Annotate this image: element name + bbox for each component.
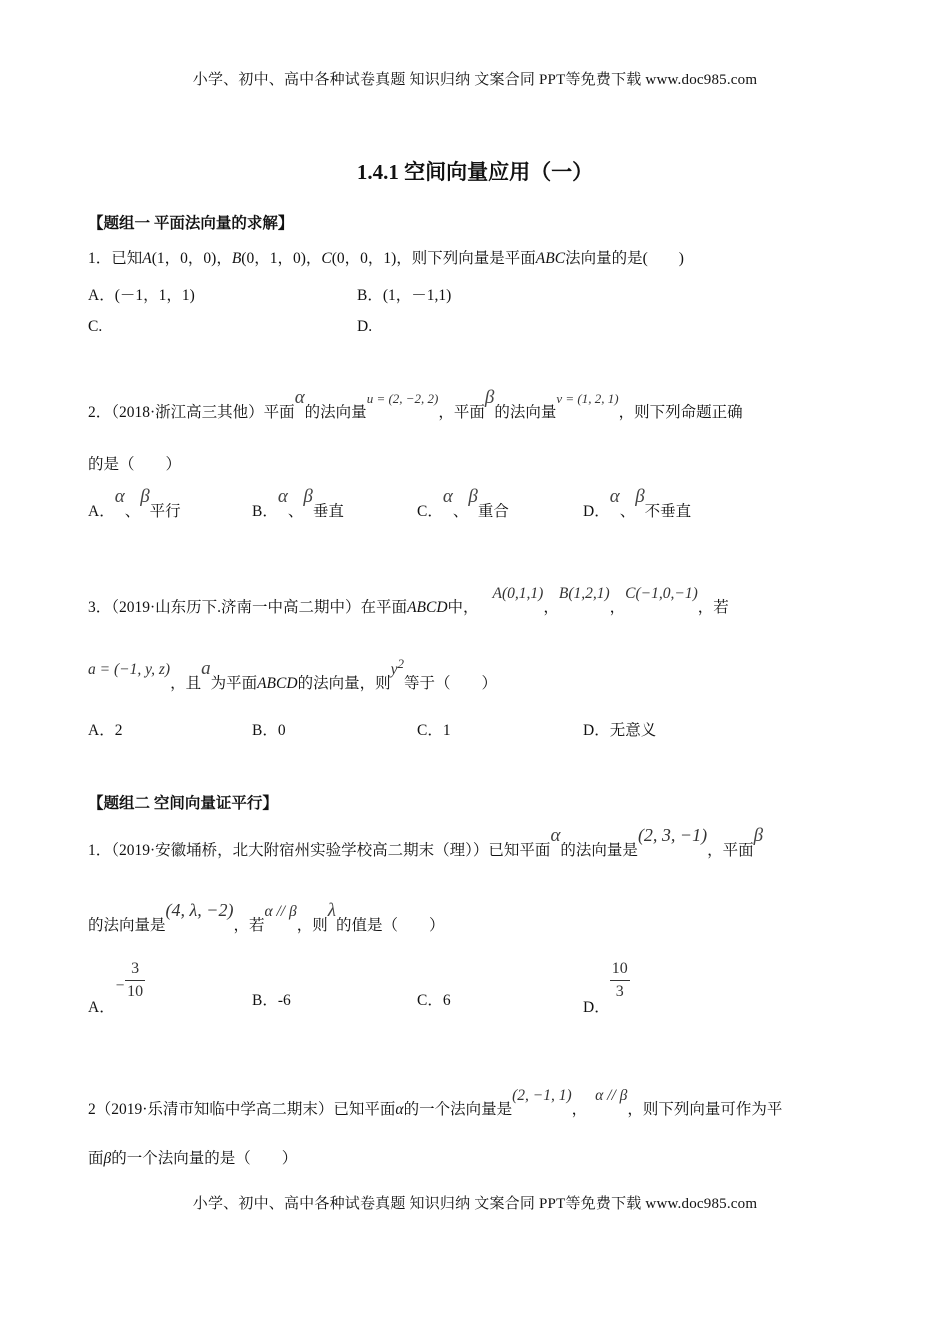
g2-q1-option-b: B．-6	[252, 992, 291, 1009]
page-header: 小学、初中、高中各种试卷真题 知识归纳 文案合同 PPT等免费下载 www.doc985.com	[192, 72, 758, 88]
g1-q2-option-d: D．α、β不垂直	[583, 486, 692, 520]
g2-q1-option-c: C．6	[417, 992, 451, 1009]
g1-q3-option-c: C．1	[417, 722, 451, 739]
g1-q3-option-b: B．0	[252, 722, 286, 739]
g1-q2-stem-line2: 的是（ ）	[88, 456, 182, 473]
group1-heading: 【题组一 平面法向量的求解】	[88, 215, 294, 232]
g1-q1-option-c: C.	[88, 318, 103, 335]
g1-q1-option-d: D.	[357, 318, 373, 335]
g1-q1-num: 1．	[88, 250, 112, 267]
g2-q1-option-d: D． $\frac{10}{3}$	[583, 960, 628, 1017]
g2-q1-option-a: A．− $\frac{3}{10}$	[88, 960, 144, 1017]
fraction: $\frac{10}{3}$	[611, 960, 628, 1000]
g1-q3-option-a: A．2	[88, 722, 123, 739]
g1-q1-option-a: A．(－1，1，1)	[88, 287, 195, 304]
g2-q1-stem-line1: 1．（2019·安徽埇桥，北大附宿州实验学校高二期末（理））已知平面α的法向量是(2, 3, −1)，平面β	[88, 825, 764, 859]
g2-q2-stem-line2: 面β的一个法向量的是（ ）	[88, 1150, 298, 1167]
g1-q2-stem-line1: 2．（2018·浙江高三其他）平面α的法向量$^{u = (2, -2, 2)}$，平面β的法向量$^{v = (1, 2, 1)}$，则下列命题正确	[88, 387, 743, 421]
g1-q2-option-c: C．α、β重合	[417, 486, 509, 520]
fraction: $\frac{3}{10}$	[127, 960, 144, 1000]
g1-q3-option-d: D．无意义	[583, 722, 657, 739]
g2-q2-stem-line1: 2（2019·乐清市知临中学高二期末）已知平面α的一个法向量是(2, −1, 1)，α // β，则下列向量可作为平	[88, 1087, 783, 1118]
g1-q2-option-b: B．α、β垂直	[252, 486, 344, 520]
page-footer: 小学、初中、高中各种试卷真题 知识归纳 文案合同 PPT等免费下载 www.doc985.com	[192, 1196, 758, 1212]
g2-q1-stem-line2: 的法向量是(4, λ, −2)，若α // β，则λ的值是（ ）	[88, 900, 445, 934]
page-title: 1.4.1 空间向量应用（一）	[356, 160, 594, 184]
g1-q3-stem-line1: 3．（2019·山东历下.济南一中高二期中）在平面ABCD中，A(0,1,1)，B(1,2,1)，C(−1,0,−1)，若	[88, 585, 729, 616]
g1-q2-option-a: A．α、β平行	[88, 486, 181, 520]
g1-q1-stem: 1．已知A(1，0，0)，B(0，1，0)，C(0，0，1)，则下列向量是平面ABC法向量的是( )	[88, 250, 684, 267]
g1-q1-option-b: B．(1，－1,1)	[357, 287, 452, 304]
group2-heading: 【题组二 空间向量证平行】	[88, 795, 278, 812]
g1-q3-stem-line2: a = (−1, y, z)，且a为平面ABCD的法向量，则$y^2$等于（ ）	[88, 656, 497, 693]
